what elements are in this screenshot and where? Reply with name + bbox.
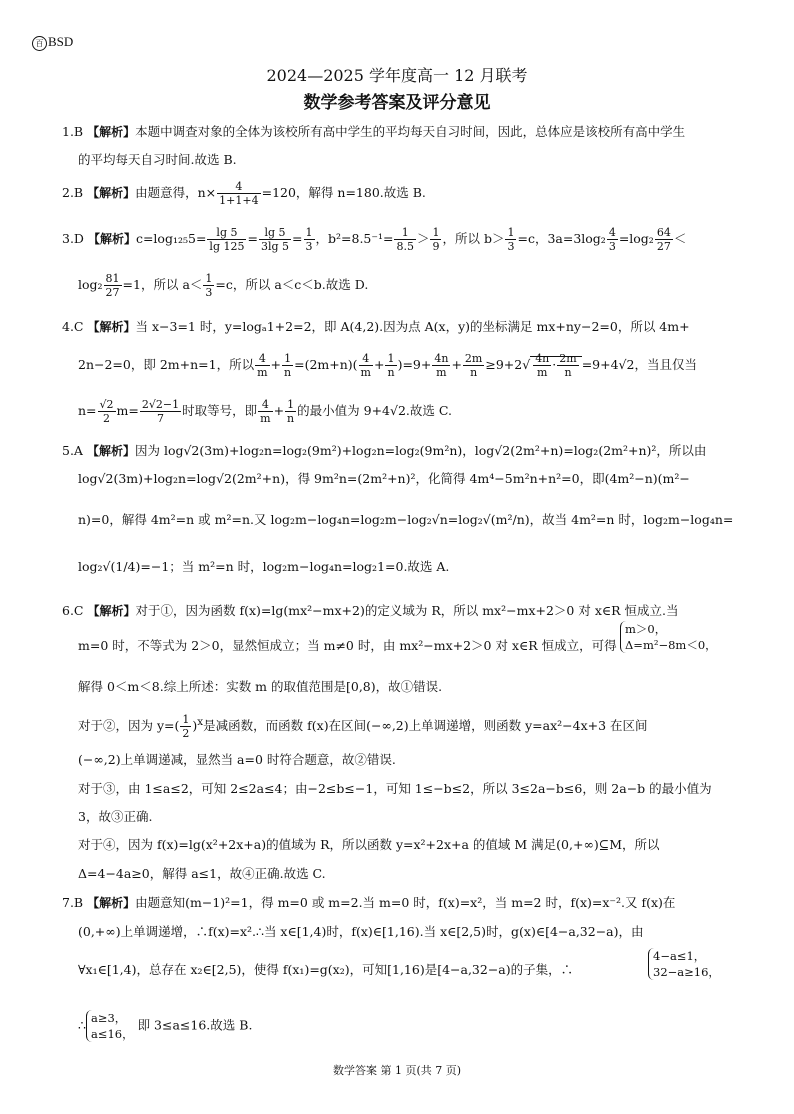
answer-5-line-4: log₂√(1/4)=−1；当 m²=n 时，log₂m−log₄n=log₂1=0.故选 A. [78, 559, 450, 574]
answer-7-line-1: 7.B 【解析】由题意知(m−1)²=1，得 m=0 或 m=2.当 m=0 时，f(x)=x²，当 m=2 时，f(x)=x⁻².又 f(x)在 [62, 895, 676, 910]
answer-5-line-3: n)=0，解得 4m²=n 或 m²=n.又 log₂m−log₄n=log₂m−log₂√n=log₂√(m²/n)，故当 4m²=n 时，log₂m−log₄n= [78, 512, 734, 527]
answer-7-line-2: (0,+∞)上单调递增，∴f(x)=x².∴当 x∈[1,4)时，f(x)∈[1,16).当 x∈[2,5)时，g(x)∈[4−a,32−a)，由 [78, 924, 644, 939]
answer-5-line-2: log√2(3m)+log₂n=log√2(2m²+n)，得 9m²n=(2m²+n)²，化简得 4m⁴−5m²n+n²=0，即(4m²−n)(m²− [78, 471, 690, 486]
answer-5-line-1: 5.A 【解析】因为 log√2(3m)+log₂n=log₂(9m²)+log₂n=log₂(9m²n)，log√2(2m²+n)=log₂(2m²+n)²，所以由 [62, 443, 707, 458]
answer-6-line-4: 对于②，因为 y=( $\frac{1}{2}$ )$^x$是减函数，而函数 f(x)在区间(−∞,2)上单调递增，则函数 y=ax²−4x+3 在区间 [78, 713, 648, 740]
answer-4-line-1: 4.C 【解析】当 x−3=1 时，y=logₐ1+2=2，即 A(4,2).因为点 A(x，y)的坐标满足 mx+ny−2=0，所以 4m+ [62, 319, 690, 334]
answer-1-line-2: 的平均每天自习时间.故选 B. [78, 152, 237, 167]
answer-7-line-3: ∀x₁∈[1,4)，总存在 x₂∈[2,5)，使得 f(x₁)=g(x₂)，可知[1,16)是[4−a,32−a)的子集，∴ [78, 962, 574, 977]
answer-6-line-7: 3，故③正确. [78, 809, 153, 824]
answer-6-line-1: 6.C 【解析】对于①，因为函数 f(x)=lg(mx²−mx+2)的定义域为 R，所以 mx²−mx+2＞0 对 x∈R 恒成立.当 [62, 603, 679, 618]
page-subtitle: 数学参考答案及评分意见 [303, 93, 491, 113]
answer-6-line-6: 对于③，由 1≤a≤2，可知 2≤2a≤4；由−2≤b≤−1，可知 1≤−b≤2，所以 3≤2a−b≤6，则 2a−b 的最小值为 [78, 781, 712, 796]
answer-3-line-1: 3.D 【解析】c=log₁₂₅5= $\frac{\lg 5}{\lg 125}$ = $\frac{\lg 5}{3\lg 5}$ = $\frac{1}{3}$ ，b²=8.5⁻¹= $\frac{1}{8.5}$ ＞ $\frac{1}{9}$ ，所以 b＞ $\frac{1}{3}$ =c，3a=3log₂ $\frac{4}{3}$ =log₂ $\frac{64}{27}$ ＜ [62, 226, 687, 253]
answer-6-line-5: (−∞,2)上单调递减，显然当 a=0 时符合题意，故②错误. [78, 752, 396, 767]
answer-4-line-2: 2n−2=0，即 2m+n=1，所以 $\frac{4}{m}$ + $\frac{1}{n}$ =(2m+n)( $\frac{4}{m}$ + $\frac{1}{n}$ )=9+ $\frac{4n}{m}$ + $\frac{2m}{n}$ ≥9+2√ $\frac{4n}{m}$ · $\frac{2m}{n}$ =9+4√2，当且仅当 [78, 352, 697, 379]
answer-1-line-1: 1.B 【解析】本题中调查对象的全体为该校所有高中学生的平均每天自习时间，因此，总体应是该校所有高中学生 [62, 124, 686, 139]
answer-6-line-9: Δ=4−4a≥0，解得 a≤1，故④正确.故选 C. [78, 866, 326, 881]
answer-4-line-3: n= $\frac{√2}{2}$ m= $\frac{2√2-1}{7}$ 时取等号，即 $\frac{4}{m}$ + $\frac{1}{n}$ 的最小值为 9+4√2.故选 C. [78, 398, 452, 425]
logo-badge: 百 [32, 36, 47, 51]
page-title: 2024—2025 学年度高一 12 月联考 [266, 66, 528, 85]
answer-2: 2.B 【解析】由题意得，n× $\frac{4}{1+1+4}$ =120，解得 n=180.故选 B. [62, 180, 426, 207]
answer-6-line-3: 解得 0＜m＜8.综上所述：实数 m 的取值范围是[0,8)，故①错误. [78, 679, 443, 694]
answer-6-line-2: m=0 时，不等式为 2＞0，显然恒成立；当 m≠0 时，由 mx²−mx+2＞0 对 x∈R 恒成立，可得 [78, 638, 617, 653]
page-footer: 数学答案 第 1 页(共 7 页) [332, 1064, 462, 1077]
answer-7-line-4: ∴ a≥3， a≤16， 即 3≤a≤16.故选 B. [78, 1011, 253, 1041]
publisher-logo [32, 34, 73, 51]
answer-6-condition-brace: m＞0， Δ=m²−8m＜0， [620, 621, 717, 653]
answer-7-subset-brace: 4−a≤1， 32−a≥16， [648, 948, 720, 980]
logo-text: BSD [48, 34, 74, 49]
answer-6-line-8: 对于④，因为 f(x)=lg(x²+2x+a)的值域为 R，所以函数 y=x²+2x+a 的值域 M 满足(0,+∞)⊆M，所以 [78, 837, 660, 852]
answer-3-line-2: log₂ $\frac{81}{27}$ =1，所以 a＜ $\frac{1}{3}$ =c，所以 a＜c＜b.故选 D. [78, 272, 369, 299]
